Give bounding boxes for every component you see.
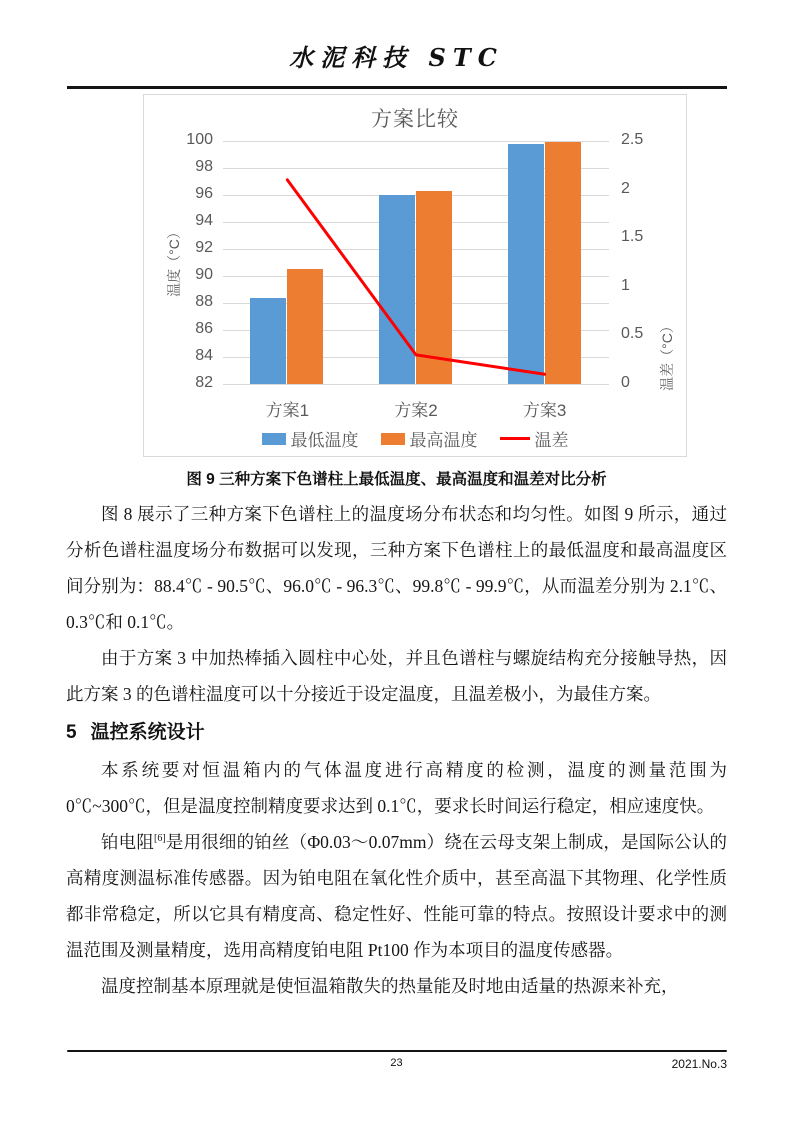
figure-caption: 图 9 三种方案下色谱柱上最低温度、最高温度和温差对比分析 [186, 471, 607, 488]
legend-item-最低温度 [262, 426, 359, 451]
left-axis-tick: 88 [195, 293, 213, 310]
paragraph-analysis: 图 8 展示了三种方案下色谱柱上的温度场分布状态和均匀性。如图 9 所示，通过分析色谱柱温度场分布数据可以发现，三种方案下色谱柱上的最低温度和最高温度区间分别为：88.4℃ - 90.5℃、96.0℃ - 96.3℃、99.8℃ - 99.9℃，从而温差分别为 2.1℃、0.3℃和 0.1℃。 [66, 504, 727, 632]
issue-number: 2021.No.3 [671, 1057, 727, 1071]
pt100-text-rest: 是用很细的铂丝（Φ0.03～0.07mm）绕在云母支架上制成，是国际公认的高精度测温标准传感器。因为铂电阻在氧化性介质中，甚至高温下其物理、化学性质都非常稳定，所以它具有精度高、稳定性好、性能可靠的特点。按照设计要求中的测温范围及测量精度，选用高精度铂电阻 Pt100 作为本项目的温度传感器。 [66, 832, 728, 960]
right-axis-tick: 2.5 [621, 131, 644, 148]
left-axis-tick: 86 [195, 320, 213, 337]
chart-title: 方案比较 [371, 108, 459, 131]
bar-最高温度 [287, 269, 323, 384]
left-axis-title: 温度（°C） [166, 225, 182, 297]
legend-item-最高温度 [381, 426, 478, 451]
header-rule [67, 86, 727, 89]
paragraph-pt100 [66, 824, 727, 968]
left-axis-tick: 100 [186, 131, 213, 148]
right-axis-title: 温差（°C） [659, 319, 675, 391]
legend-bar-swatch [381, 433, 405, 445]
left-axis-tick: 94 [195, 212, 213, 229]
bar-最低温度 [508, 144, 544, 384]
left-axis-tick: 90 [195, 266, 213, 283]
left-axis-tick: 96 [195, 185, 213, 202]
left-axis-tick: 84 [195, 347, 213, 364]
bar-最低温度 [379, 195, 415, 384]
legend-label: 温差 [534, 431, 569, 450]
chart-legend [144, 426, 686, 451]
chart-gridline [223, 384, 609, 385]
bar-最低温度 [250, 298, 286, 384]
pt100-text-start: 铂电阻 [101, 832, 155, 852]
paragraph-conclusion: 由于方案 3 中加热棒插入圆柱中心处，并且色谱柱与螺旋结构充分接触导热，因此方案 3 的色谱柱温度可以十分接近于设定温度，且温差极小，为最佳方案。 [66, 648, 727, 704]
category-label: 方案3 [522, 401, 567, 420]
legend-label: 最高温度 [409, 431, 478, 450]
article-body [66, 496, 727, 1004]
right-axis-tick: 0 [621, 374, 630, 391]
section-title: 温控系统设计 [90, 722, 205, 743]
legend-item-温差 [500, 426, 569, 451]
right-axis-tick: 1.5 [621, 228, 644, 246]
footer-rule [67, 1050, 727, 1052]
citation-ref: [6] [154, 833, 166, 845]
legend-bar-swatch [262, 433, 286, 445]
journal-header-title: 水泥科技 STC [289, 43, 504, 72]
category-label: 方案2 [394, 401, 438, 420]
bar-最高温度 [416, 191, 452, 384]
comparison-chart [143, 94, 687, 457]
legend-line-swatch [500, 437, 530, 440]
right-axis-tick: 2 [621, 179, 630, 197]
page-number: 23 [390, 1057, 403, 1069]
legend-label: 最低温度 [290, 431, 359, 450]
section-heading [66, 716, 727, 750]
right-axis-tick: 0.5 [621, 325, 644, 343]
paragraph-requirements: 本系统要对恒温箱内的气体温度进行高精度的检测，温度的测量范围为 0℃~300℃，但是温度控制精度要求达到 0.1℃，要求长时间运行稳定，相应速度快。 [66, 760, 727, 816]
left-axis-tick: 92 [195, 239, 213, 256]
section-number: 5 [66, 722, 77, 743]
bar-最高温度 [545, 142, 581, 384]
left-axis-tick: 82 [195, 374, 213, 391]
category-label: 方案1 [265, 401, 310, 420]
paragraph-control-principle: 温度控制基本原理就是使恒温箱散失的热量能及时地由适量的热源来补充， [101, 976, 679, 996]
left-axis-tick: 98 [195, 158, 213, 175]
right-axis-tick: 1 [621, 276, 630, 294]
